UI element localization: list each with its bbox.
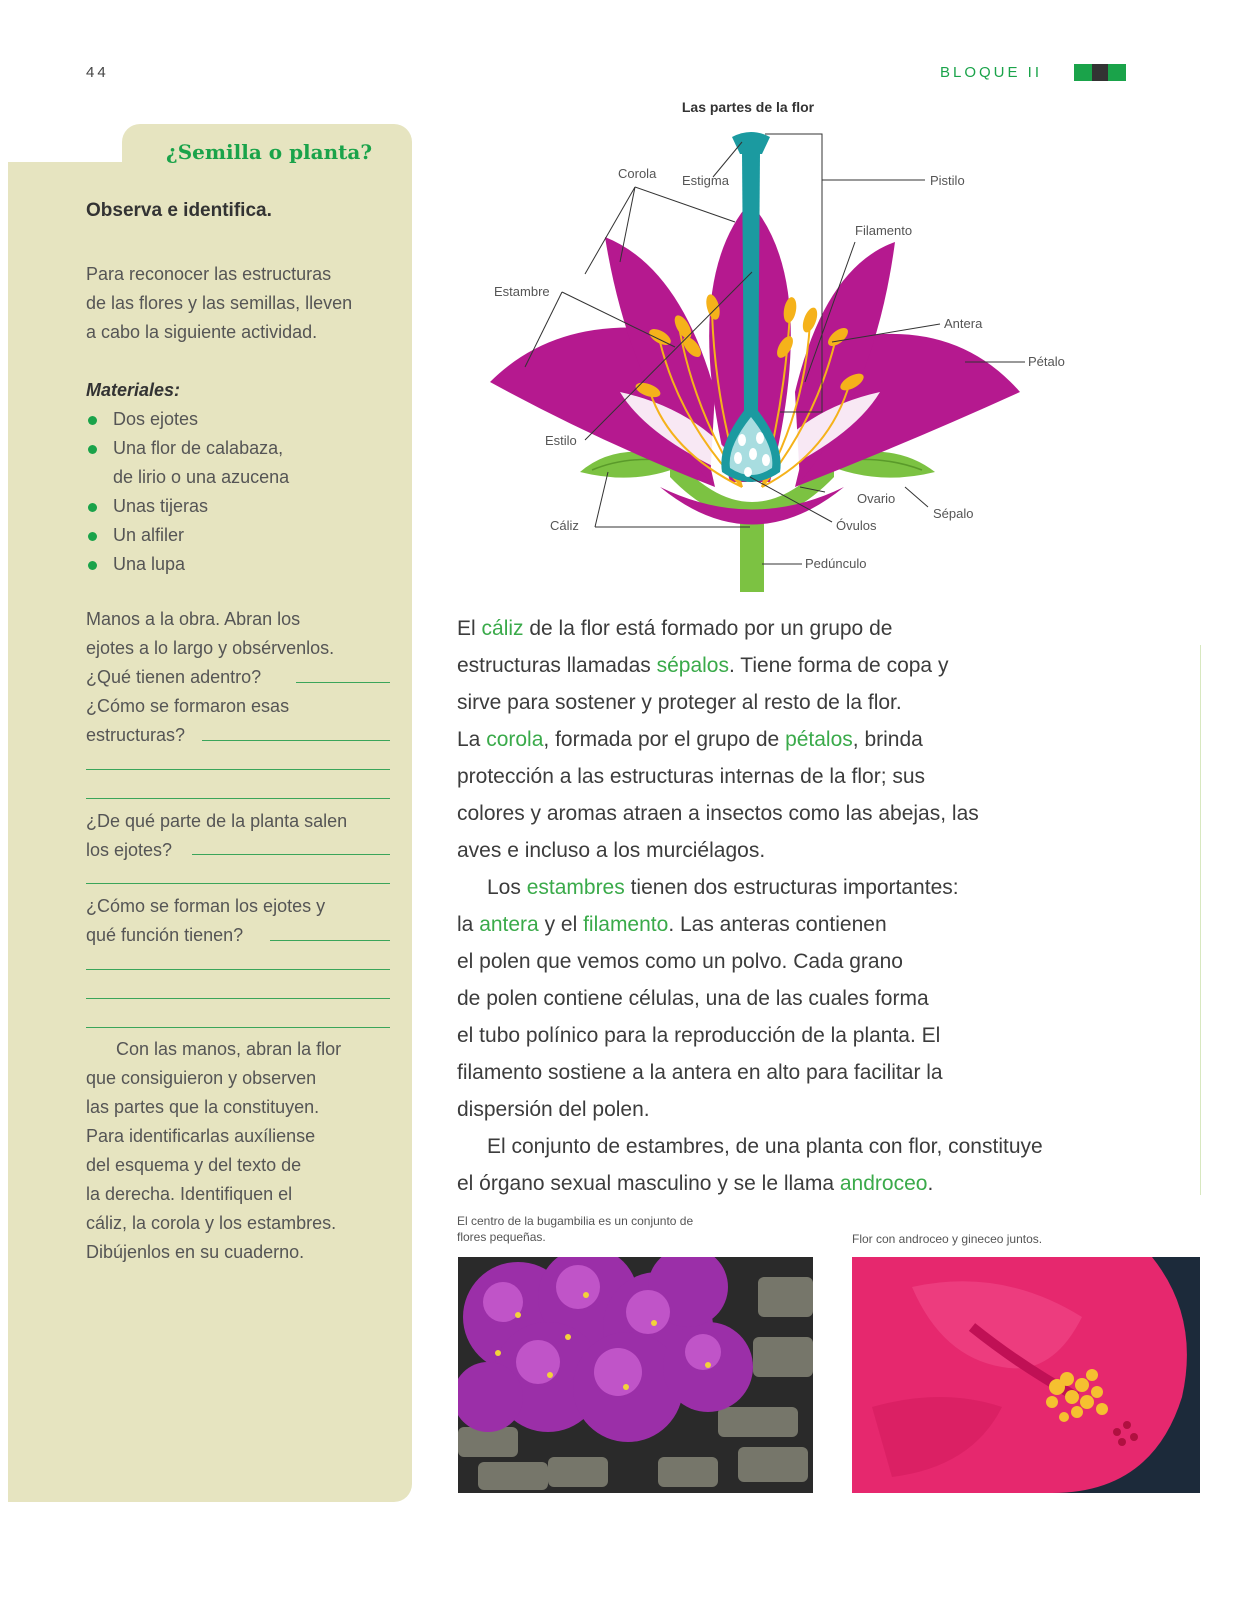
label-caliz: Cáliz bbox=[550, 518, 579, 533]
section-color-bar bbox=[1074, 64, 1126, 81]
question-3: ¿De qué parte de la planta salen los ejotes? bbox=[86, 811, 348, 860]
label-pistilo: Pistilo bbox=[930, 173, 965, 188]
question-4: ¿Cómo se forman los ejotes y qué función tienen? bbox=[86, 896, 326, 945]
activity-heading: Observa e identifica. bbox=[86, 200, 272, 221]
label-pedunculo: Pedúnculo bbox=[805, 556, 867, 571]
stigma bbox=[732, 132, 770, 154]
page-number: 44 bbox=[86, 64, 109, 81]
closing-text: Con las manos, abran la flor que consiguieron y observen las partes que la constituyen. Para identificarlas auxíliense del esquema y del texto de la derecha. Identifiquen el cáliz, la corola y los estambres. Dibújenlos en su cuaderno. bbox=[86, 1039, 342, 1262]
label-ovulos: Óvulos bbox=[836, 518, 877, 533]
section-label: BLOQUE II bbox=[940, 64, 1043, 81]
margin-rule bbox=[1200, 645, 1201, 1195]
photo-caption-hibiscus: Flor con androceo y gineceo juntos. bbox=[852, 1232, 1043, 1246]
label-corola: Corola bbox=[618, 166, 657, 181]
question-2: ¿Cómo se formaron esas bbox=[86, 696, 290, 716]
label-antera: Antera bbox=[944, 316, 983, 331]
label-estigma: Estigma bbox=[682, 173, 729, 188]
materials-title: Materiales: bbox=[86, 380, 181, 400]
materials bbox=[86, 376, 289, 579]
flower-parts-diagram bbox=[480, 92, 1120, 592]
list-item: Dos ejotes bbox=[86, 405, 289, 434]
list-item: Un alfiler bbox=[86, 521, 289, 550]
intro-text: Para reconocer las estructuras de las flores y las semillas, lleven a cabo la siguiente actividad. bbox=[86, 264, 353, 342]
list-item: Una lupa bbox=[86, 550, 289, 579]
main-text bbox=[457, 610, 1097, 1202]
label-filamento: Filamento bbox=[855, 223, 913, 238]
question-block: Manos a la obra. Abran los ejotes a lo largo y obsérvenlos. ¿Qué tienen adentro? ¿Cómo se formaron esas estructuras? bbox=[86, 609, 335, 745]
list-item: Unas tijeras bbox=[86, 492, 289, 521]
label-ovario: Ovario bbox=[857, 491, 896, 506]
label-sepalo: Sépalo bbox=[933, 506, 974, 521]
list-item: Una flor de calabaza, de lirio o una azucena bbox=[86, 434, 289, 492]
bougainvillea-photo bbox=[458, 1257, 813, 1493]
sidebar-title: ¿Semilla o planta? bbox=[166, 140, 373, 164]
paragraph-caliz-corola: El cáliz de la flor está formado por un grupo de estructuras llamadas sépalos. Tiene forma de copa y sirve para sostener y proteger al resto de la flor. La corola, formada por el grupo de pétalos, brinda protección a las estructuras internas de la flor; sus colores y aromas atraen a insectos como las abejas, las aves e incluso a los murciélagos. bbox=[457, 617, 979, 862]
hibiscus-photo bbox=[852, 1257, 1200, 1493]
paragraph-estambres: Los estambres tienen dos estructuras importantes: la antera y el filamento. Las anteras contienen el polen que vemos como un polvo. Cada grano de polen contiene células, una de las cuales forma el tubo polínico para la reproducción de la planta. El filamento sostiene a la antera en alto para facilitar la dispersión del polen. bbox=[457, 876, 959, 1121]
label-estilo: Estilo bbox=[545, 433, 577, 448]
photo-caption-bugambilia: El centro de la bugambilia es un conjunto de flores pequeñas. bbox=[457, 1214, 694, 1244]
paragraph-androceo: El conjunto de estambres, de una planta con flor, constituye el órgano sexual masculino y se le llama androceo. bbox=[457, 1135, 1043, 1195]
label-petalo: Pétalo bbox=[1028, 354, 1065, 369]
style bbox=[742, 152, 760, 412]
materials-list bbox=[86, 405, 289, 579]
question-1: ¿Qué tienen adentro? bbox=[86, 667, 262, 687]
label-estambre: Estambre bbox=[494, 284, 550, 299]
diagram-title: Las partes de la flor bbox=[681, 99, 815, 115]
